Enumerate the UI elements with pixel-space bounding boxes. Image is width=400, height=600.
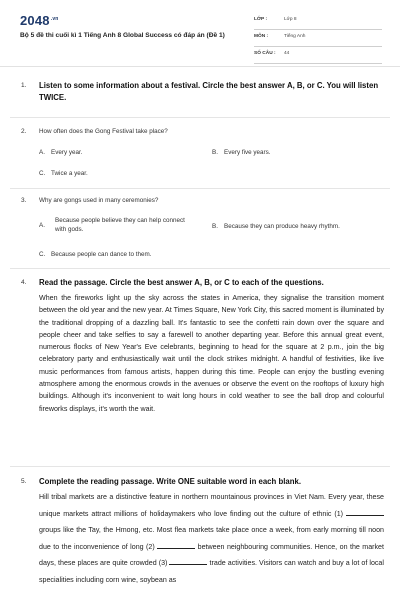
passage-segment: groups like the Tay, the Hmong, etc. Most flea markets take place once a week, from early morning till noon due to the inconvenience of long (2) [39, 526, 384, 551]
option-c[interactable] [39, 170, 88, 179]
divider [10, 466, 390, 467]
option-label: A. [39, 149, 45, 156]
option-text: Twice a year. [51, 170, 88, 177]
option-text: Every five years. [224, 149, 271, 156]
question-text: Why are gongs used in many ceremonies? [39, 197, 159, 204]
option-label: B. [212, 223, 218, 230]
divider [10, 117, 390, 118]
option-label: C. [39, 251, 46, 258]
reading-passage: When the fireworks light up the sky across the states in America, they signalise the transition moment between the old year and the new year. At Times Square, New York City, this sacred moment is illuminated by the traditional dropping of a dazzling ball. It's fantastic to see the confetti rain down over the square and people cheer and take selfies to say a farewell to another departing year. Before this annual great event, numerous flocks of New Year's Eve celebrants, beginning to head for the square at 2 p.m., join the big celebratory party and enthusiastically wait until the clock strikes midnight. A handful of festivities, like live music performances from famous artists, happen during this time. People can enjoy the bustling evening atmosphere among the enormous crowds in the avenues or observe the event on the rooftops of luxury high buildings. Although it's inconvenient to wait long hours in cold weather to see the ball drop and colourful fireworks displays, it's worth the wait. [39, 294, 384, 413]
option-b[interactable] [212, 149, 271, 158]
question-text: Complete the reading passage. Write ONE suitable word in each blank. [39, 477, 301, 486]
question-number: 3. [21, 197, 27, 204]
option-label: A. [39, 222, 45, 229]
option-text: Because people believe they can help connect with gods. [55, 217, 185, 233]
blank-2[interactable] [157, 542, 195, 549]
divider [10, 188, 390, 189]
document-header [0, 0, 400, 67]
logo-sub: .vn [50, 15, 59, 22]
meta-row-count [254, 47, 382, 64]
option-label: C. [39, 170, 46, 177]
question-number: 4. [21, 279, 27, 286]
option-a[interactable] [39, 149, 83, 158]
option-c[interactable] [39, 251, 151, 260]
option-b[interactable] [212, 223, 340, 232]
logo-main: 2048 [20, 13, 50, 28]
question-text: Listen to some information about a festival. Circle the best answer A, B, or C. You will listen TWICE. [39, 81, 379, 102]
passage-segment: between neighbouring communities. Hence, on the market days, these places are quite crowded (3) [39, 542, 384, 567]
passage-segment: Hill tribal markets are a distinctive feature in northern mountainous provinces in Viet Nam. Every year, these unique markets attract millions of holidaymakers who love finding out the culture of ethnic (1) [39, 493, 384, 518]
question-text: How often does the Gong Festival take place? [39, 128, 168, 135]
question-number: 5. [21, 478, 27, 485]
meta-value: 44 [284, 51, 290, 56]
passage-segment: trade activities. Visitors can watch and buy a lot of local specialities including corn wine, soybean as [39, 559, 384, 584]
meta-value: Lớp 8 [284, 17, 297, 22]
cloze-passage [39, 489, 384, 588]
document-title: Bộ 5 đề thi cuối kì 1 Tiếng Anh 8 Global Success có đáp án (Đề 1) [20, 32, 225, 39]
meta-label: MÔN : [254, 34, 269, 39]
divider [10, 268, 390, 269]
option-a[interactable] [39, 217, 189, 234]
option-text: Every year. [51, 149, 83, 156]
blank-3[interactable] [169, 558, 207, 565]
option-text: Because people can dance to them. [51, 251, 152, 258]
meta-label: SỐ CÂU : [254, 51, 276, 56]
meta-table [254, 13, 382, 64]
meta-value: Tiếng Anh [284, 34, 306, 39]
option-text: Because they can produce heavy rhythm. [224, 223, 340, 230]
question-text: Read the passage. Circle the best answer A, B, or C to each of the questions. [39, 278, 324, 287]
site-logo[interactable] [20, 13, 59, 28]
option-label: B. [212, 149, 218, 156]
question-number: 2. [21, 128, 27, 135]
blank-1[interactable] [346, 509, 384, 516]
meta-row-subject [254, 30, 382, 47]
meta-row-class [254, 13, 382, 30]
question-number: 1. [21, 82, 27, 89]
meta-label: LỚP : [254, 17, 268, 22]
